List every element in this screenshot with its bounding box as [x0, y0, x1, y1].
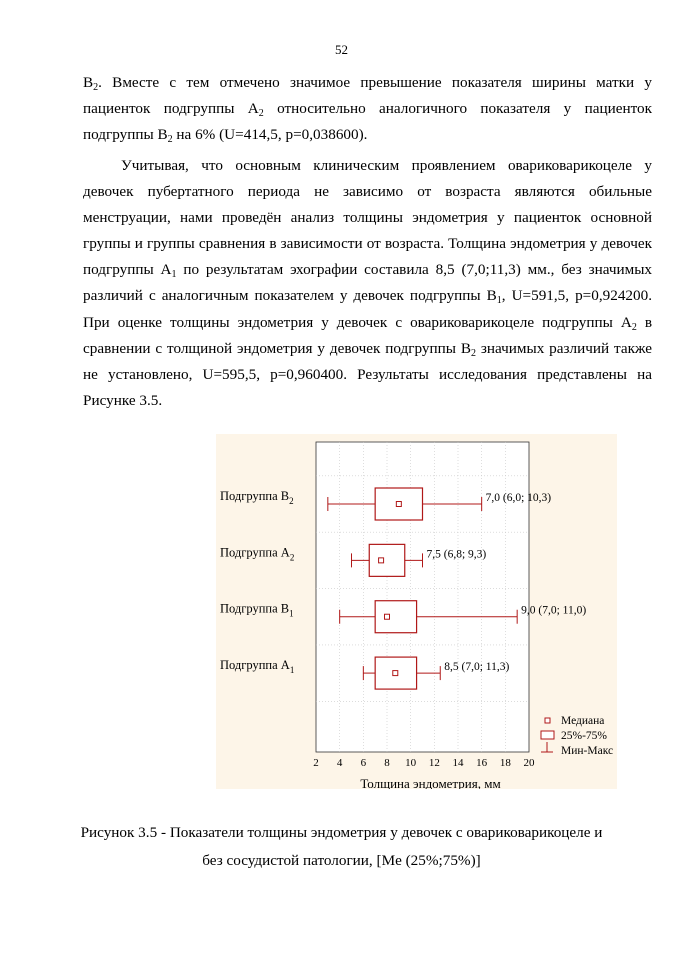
x-tick-label: 8 — [384, 757, 390, 769]
x-tick-label: 6 — [360, 757, 367, 769]
paragraph-2-body: Учитывая, что основным клиническим проявлением овариковарикоцеле у девочек пубертатного периода не зависимо от возраста являются обильные менструации, нами проведён анализ толщины эндометрия у пациенток основной группы и группы сравнения в зависимости от возраста. Толщина эндометрия у девочек подгруппы $А_1$ по результатам эхографии составила 8,5 (7,0;11,3) мм., без значимых различий с аналогичным показателем у девочек подгруппы $B_1$, U=591,5, p=0,924200. При оценке толщины эндометрия у девочек с овариковарикоцеле подгруппы $А_2$ в сравнении с толщиной эндометрия у девочек подгруппы $B_2$ значимых различий также не установлено, U=595,5, p=0,960400. Результаты исследования представлены на Рисунке 3.5. — [83, 157, 653, 409]
iqr-box — [369, 544, 405, 576]
value-label: 7,0 (6,0; 10,3) — [485, 492, 552, 504]
legend-box-marker — [541, 731, 554, 739]
median-marker — [396, 502, 401, 507]
category-label-subscript: 1 — [289, 608, 294, 619]
category-label: Подгруппа $А_1$ — [220, 658, 295, 676]
paragraph-1-line-1: $B_2$. Вместе с тем отмечено значимое превышение показателя ширины матки у — [83, 74, 652, 93]
value-label: 7,5 (6,8; 9,3) — [426, 548, 487, 561]
legend-box-label: 25%-75% — [561, 730, 607, 742]
paragraph-1-line-3: подгруппы $B_2$ на 6% (U=414,5, p=0,038600). — [83, 126, 368, 146]
paragraph-1 — [83, 70, 652, 148]
paragraph-2 — [83, 153, 652, 414]
box-plot-figure — [216, 434, 617, 789]
x-tick-label: 4 — [336, 757, 343, 769]
legend-median-marker — [545, 718, 550, 723]
category-label-subscript: 2 — [289, 496, 294, 506]
median-marker — [385, 614, 390, 619]
legend-whisker-label: Мин-Макс — [561, 745, 614, 757]
x-tick-label: 2 — [313, 757, 319, 769]
category-label-subscript: 2 — [289, 552, 295, 563]
category-label: Подгруппа $B_2$ — [220, 489, 294, 506]
x-axis-label: Толщина эндометрия, мм — [360, 776, 501, 789]
category-label: Подгруппа $А_2$ — [220, 545, 295, 563]
x-tick-label: 20 — [523, 757, 535, 769]
x-tick-label: 18 — [499, 757, 511, 769]
caption-line-2: без сосудистой патологии, [Me (25%;75%)] — [202, 852, 481, 869]
x-tick-label: 10 — [405, 757, 417, 769]
category-label: Подгруппа $B_1$ — [220, 601, 294, 619]
median-marker — [379, 558, 384, 563]
value-label: 8,5 (7,0; 11,3) — [444, 661, 510, 674]
x-tick-label: 14 — [452, 757, 464, 769]
x-tick-label: 16 — [476, 757, 488, 769]
value-label: 9,0 (7,0; 11,0) — [521, 604, 587, 617]
page-number: 52 — [335, 42, 348, 57]
iqr-box — [375, 601, 416, 633]
x-tick-label: 12 — [428, 757, 440, 769]
figure-caption — [60, 819, 623, 875]
caption-line-1: Рисунок 3.5 - Показатели толщины эндометрия у девочек с овариковарикоцеле и — [80, 824, 603, 841]
median-marker — [393, 671, 398, 676]
paragraph-1-line-2: пациенток подгруппы $А_2$ относительно аналогичного показателя у пациенток — [83, 100, 652, 120]
box-plot-chart — [216, 434, 617, 789]
category-label-subscript: 1 — [289, 665, 295, 676]
legend-median-label: Медиана — [561, 715, 605, 727]
